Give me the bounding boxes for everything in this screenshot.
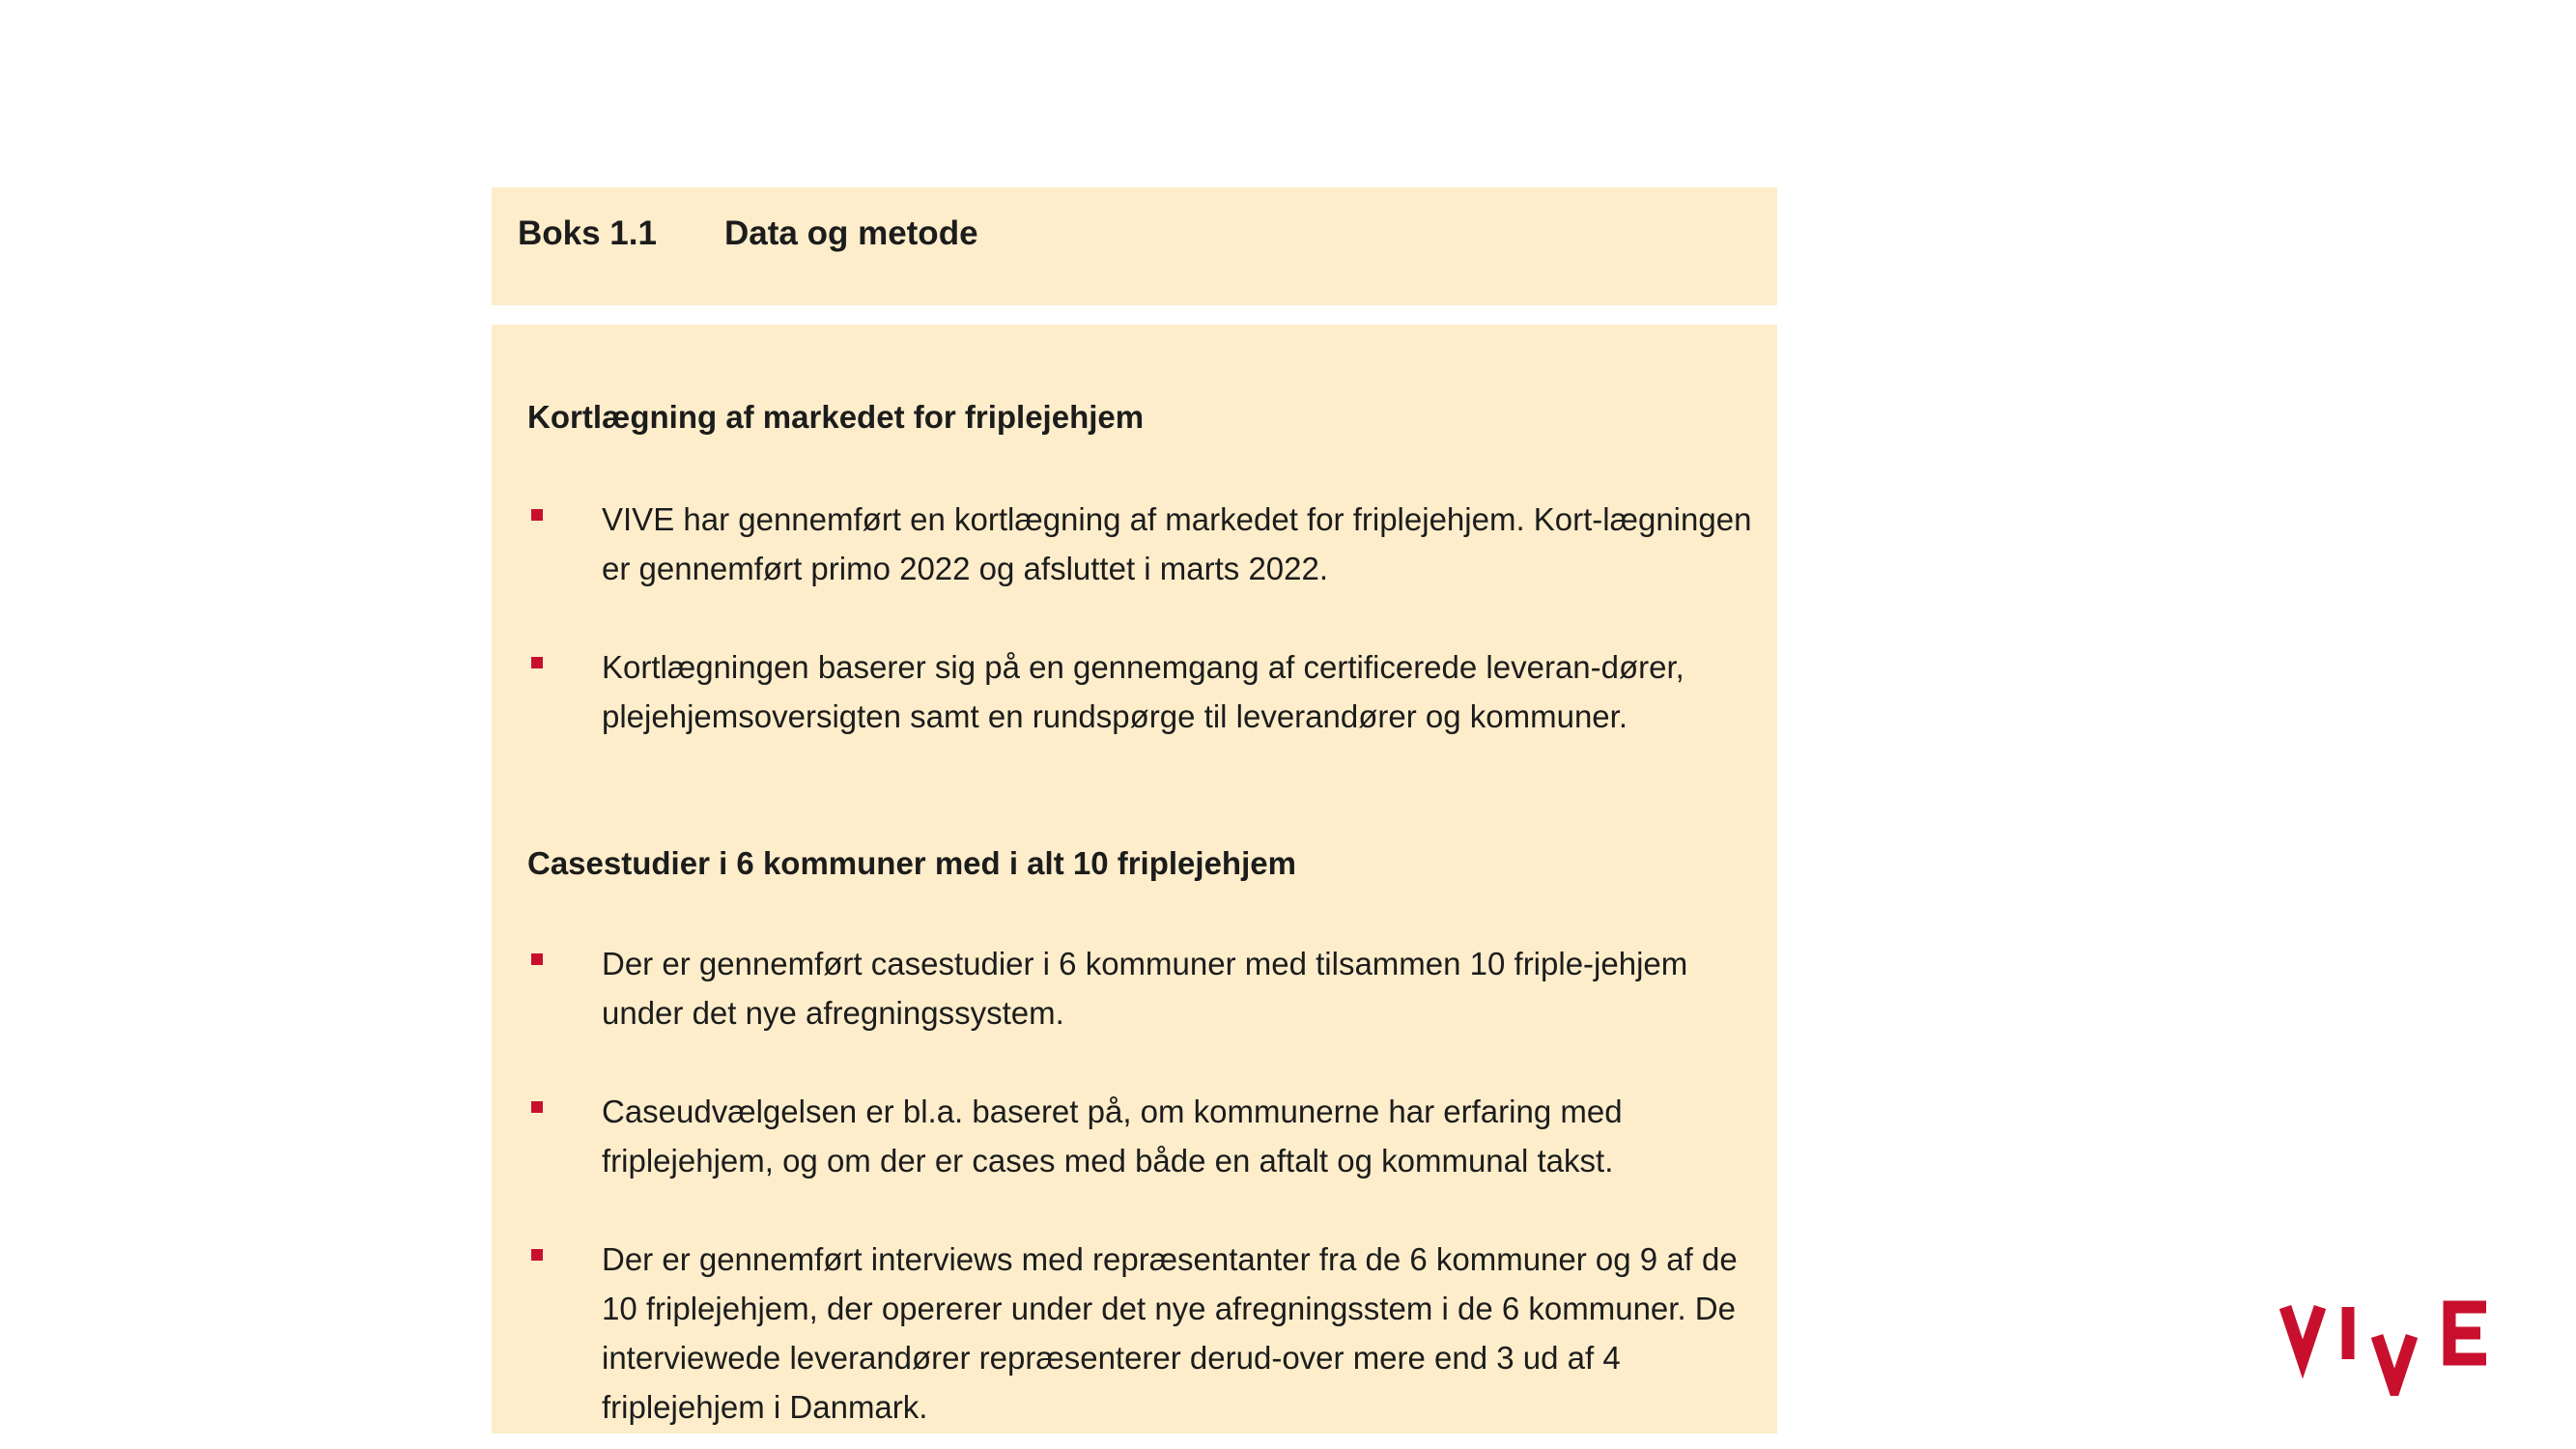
vive-logo: [2279, 1299, 2497, 1396]
bullet-text: Der er gennemført casestudier i 6 kommuner med tilsammen 10 friple-jehjem under det nye afregningssystem.: [602, 946, 1688, 1031]
bullet-square-icon: [531, 509, 543, 521]
box-body: [492, 325, 1777, 1434]
bullet-text: Kortlægningen baserer sig på en gennemgang af certificerede leveran-dører, plejehjemsoversigten samt en rundspørge til leverandører og kommuner.: [602, 649, 1684, 734]
section-heading-kortlaegning: Kortlægning af markedet for friplejehjem: [527, 399, 1145, 435]
bullet-square-icon: [531, 953, 543, 965]
bullet-text: Caseudvælgelsen er bl.a. baseret på, om kommunerne har erfaring med friplejehjem, og om der er cases med både en aftalt og kommunal takst.: [602, 1094, 1623, 1179]
bullet-square-icon: [531, 1101, 543, 1113]
section-heading-casestudier: Casestudier i 6 kommuner med i alt 10 friplejehjem: [527, 845, 1296, 881]
box-label: Boks 1.1: [518, 214, 657, 252]
bullet-square-icon: [531, 657, 543, 668]
bullet-text: VIVE har gennemført en kortlægning af markedet for friplejehjem. Kort-lægningen er gennemført primo 2022 og afsluttet i marts 2022.: [602, 501, 1752, 586]
box-title: Data og metode: [724, 214, 978, 252]
box-header: [492, 187, 1777, 305]
bullet-square-icon: [531, 1249, 543, 1261]
bullet-text: Der er gennemført interviews med repræsentanter fra de 6 kommuner og 9 af de 10 friplejehjem, der opererer under det nye afregningsstem i de 6 kommuner. De interviewede leverandører repræsenterer derud-over mere end 3 ud af 4 friplejehjem i Danmark.: [602, 1241, 1738, 1425]
